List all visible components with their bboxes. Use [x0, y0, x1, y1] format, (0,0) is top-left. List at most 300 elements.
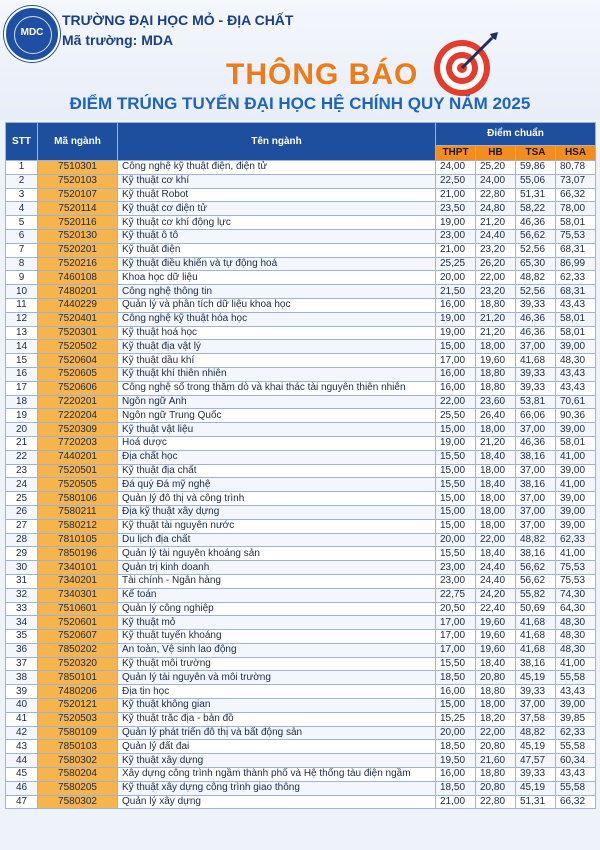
cell-hsa: 55,58: [556, 671, 596, 685]
cell-hsa: 39,00: [556, 340, 596, 354]
cell-major-code: 7520607: [38, 630, 118, 644]
cell-hb: 18,80: [476, 685, 516, 699]
cell-thpt: 18,50: [436, 671, 476, 685]
cell-major-code: 7520103: [38, 174, 118, 188]
cell-thpt: 19,00: [436, 312, 476, 326]
admission-scores-table: [5, 122, 596, 809]
logo-text: MDC: [20, 27, 44, 38]
cell-hsa: 39,00: [556, 505, 596, 519]
table-row: [6, 161, 596, 175]
cell-hb: 18,00: [476, 464, 516, 478]
cell-major-name: Kỹ thuật ô tô: [118, 229, 436, 243]
table-row: [6, 243, 596, 257]
cell-thpt: 18,50: [436, 740, 476, 754]
cell-major-code: 7480206: [38, 685, 118, 699]
cell-hb: 25,20: [476, 161, 516, 175]
cell-thpt: 15,50: [436, 450, 476, 464]
table-row: [6, 505, 596, 519]
cell-major-name: Công nghệ số trong thăm dò và khai thác tài nguyên thiên nhiên: [118, 381, 436, 395]
cell-hsa: 41,00: [556, 547, 596, 561]
table-row: [6, 326, 596, 340]
table-row: [6, 630, 596, 644]
table-row: [6, 533, 596, 547]
cell-thpt: 16,00: [436, 685, 476, 699]
cell-major-name: Quản trị kinh doanh: [118, 561, 436, 575]
cell-hsa: 43,43: [556, 685, 596, 699]
cell-major-name: An toàn, Vệ sinh lao động: [118, 643, 436, 657]
cell-thpt: 20,00: [436, 271, 476, 285]
cell-hb: 22,80: [476, 795, 516, 809]
cell-major-code: 7580302: [38, 754, 118, 768]
table-row: [6, 574, 596, 588]
cell-hb: 23,20: [476, 285, 516, 299]
university-logo: [4, 6, 60, 62]
cell-hb: 22,40: [476, 602, 516, 616]
cell-stt: 37: [6, 657, 38, 671]
table-row: [6, 202, 596, 216]
cell-major-name: Kỹ thuật dầu khí: [118, 354, 436, 368]
cell-major-code: 7460108: [38, 271, 118, 285]
cell-stt: 17: [6, 381, 38, 395]
cell-hb: 19,60: [476, 616, 516, 630]
cell-thpt: 15,50: [436, 478, 476, 492]
table-row: [6, 436, 596, 450]
table-row: [6, 657, 596, 671]
cell-stt: 46: [6, 781, 38, 795]
cell-thpt: 20,00: [436, 726, 476, 740]
cell-thpt: 16,00: [436, 768, 476, 782]
table-row: [6, 381, 596, 395]
cell-major-name: Địa tin học: [118, 685, 436, 699]
cell-major-code: 7520114: [38, 202, 118, 216]
cell-hb: 22,00: [476, 271, 516, 285]
table-row: [6, 312, 596, 326]
cell-major-code: 7520216: [38, 257, 118, 271]
cell-hsa: 64,30: [556, 602, 596, 616]
cell-tsa: 37,00: [516, 340, 556, 354]
cell-tsa: 39,33: [516, 685, 556, 699]
cell-major-name: Kỹ thuật cơ khí: [118, 174, 436, 188]
cell-hb: 26,20: [476, 257, 516, 271]
cell-major-name: Kỹ thuật cơ điện tử: [118, 202, 436, 216]
cell-stt: 38: [6, 671, 38, 685]
table-row: [6, 547, 596, 561]
cell-major-code: 7580204: [38, 768, 118, 782]
table-row: [6, 174, 596, 188]
cell-major-code: 7850202: [38, 643, 118, 657]
cell-stt: 1: [6, 161, 38, 175]
cell-stt: 15: [6, 354, 38, 368]
cell-major-code: 7520604: [38, 354, 118, 368]
cell-hsa: 43,43: [556, 298, 596, 312]
table-row: [6, 754, 596, 768]
cell-stt: 40: [6, 699, 38, 713]
cell-thpt: 15,25: [436, 712, 476, 726]
cell-hsa: 58,01: [556, 436, 596, 450]
cell-hsa: 43,43: [556, 381, 596, 395]
cell-hb: 18,20: [476, 712, 516, 726]
cell-thpt: 20,00: [436, 533, 476, 547]
cell-major-name: Địa chất học: [118, 450, 436, 464]
cell-tsa: 46,36: [516, 436, 556, 450]
cell-major-code: 7720203: [38, 436, 118, 450]
table-row: [6, 712, 596, 726]
cell-major-code: 7520320: [38, 657, 118, 671]
cell-stt: 47: [6, 795, 38, 809]
cell-major-name: Quản lý xây dựng: [118, 795, 436, 809]
cell-hsa: 39,00: [556, 519, 596, 533]
cell-hsa: 68,31: [556, 243, 596, 257]
column-header-tsa: TSA: [516, 146, 556, 161]
cell-thpt: 21,00: [436, 243, 476, 257]
cell-thpt: 21,00: [436, 795, 476, 809]
table-row: [6, 257, 596, 271]
cell-major-name: Ngôn ngữ Trung Quốc: [118, 409, 436, 423]
cell-stt: 42: [6, 726, 38, 740]
cell-hsa: 39,85: [556, 712, 596, 726]
cell-hsa: 66,32: [556, 795, 596, 809]
cell-tsa: 37,58: [516, 712, 556, 726]
cell-major-code: 7520107: [38, 188, 118, 202]
cell-major-code: 7580211: [38, 505, 118, 519]
cell-hb: 22,80: [476, 188, 516, 202]
cell-hsa: 58,01: [556, 216, 596, 230]
cell-major-code: 7510301: [38, 161, 118, 175]
cell-hb: 18,80: [476, 298, 516, 312]
cell-tsa: 58,22: [516, 202, 556, 216]
cell-major-code: 7340301: [38, 588, 118, 602]
cell-hsa: 70,61: [556, 395, 596, 409]
cell-major-code: 7520502: [38, 340, 118, 354]
cell-hb: 22,00: [476, 726, 516, 740]
table-row: [6, 298, 596, 312]
cell-stt: 20: [6, 423, 38, 437]
cell-hb: 18,00: [476, 519, 516, 533]
cell-major-code: 7520121: [38, 699, 118, 713]
table-row: [6, 271, 596, 285]
table-row: [6, 216, 596, 230]
cell-major-code: 7440229: [38, 298, 118, 312]
cell-hsa: 48,30: [556, 354, 596, 368]
cell-thpt: 25,25: [436, 257, 476, 271]
cell-stt: 14: [6, 340, 38, 354]
cell-tsa: 66,06: [516, 409, 556, 423]
table-row: [6, 492, 596, 506]
cell-hb: 21,60: [476, 754, 516, 768]
table-row: [6, 423, 596, 437]
table-row: [6, 588, 596, 602]
notice-title: THÔNG BÁO: [226, 58, 419, 91]
cell-thpt: 17,00: [436, 354, 476, 368]
cell-hb: 18,80: [476, 768, 516, 782]
column-header-thpt: THPT: [436, 146, 476, 161]
table-row: [6, 699, 596, 713]
cell-stt: 9: [6, 271, 38, 285]
cell-stt: 32: [6, 588, 38, 602]
table-row: [6, 478, 596, 492]
table-row: [6, 450, 596, 464]
cell-tsa: 51,31: [516, 188, 556, 202]
cell-major-name: Địa kỹ thuật xây dựng: [118, 505, 436, 519]
cell-major-code: 7520130: [38, 229, 118, 243]
cell-thpt: 16,00: [436, 381, 476, 395]
cell-tsa: 38,16: [516, 547, 556, 561]
cell-stt: 26: [6, 505, 38, 519]
cell-major-name: Tài chính - Ngân hàng: [118, 574, 436, 588]
column-header-name: Tên ngành: [118, 123, 436, 161]
cell-tsa: 39,33: [516, 298, 556, 312]
cell-major-name: Kỹ thuật mỏ: [118, 616, 436, 630]
cell-major-code: 7440201: [38, 450, 118, 464]
cell-hb: 18,40: [476, 657, 516, 671]
table-row: [6, 367, 596, 381]
cell-tsa: 48,82: [516, 271, 556, 285]
column-header-stt: STT: [6, 123, 38, 161]
cell-hsa: 41,00: [556, 478, 596, 492]
cell-tsa: 48,82: [516, 726, 556, 740]
cell-thpt: 22,75: [436, 588, 476, 602]
cell-stt: 36: [6, 643, 38, 657]
cell-major-name: Kỹ thuật vật liệu: [118, 423, 436, 437]
cell-hb: 18,00: [476, 340, 516, 354]
cell-major-code: 7520505: [38, 478, 118, 492]
cell-hsa: 43,43: [556, 768, 596, 782]
cell-thpt: 19,00: [436, 326, 476, 340]
cell-tsa: 47,57: [516, 754, 556, 768]
cell-tsa: 38,16: [516, 657, 556, 671]
cell-major-name: Kỹ thuật Robot: [118, 188, 436, 202]
cell-hb: 24,40: [476, 574, 516, 588]
cell-major-name: Công nghệ kỹ thuật điện, điện tử: [118, 161, 436, 175]
cell-thpt: 15,50: [436, 547, 476, 561]
cell-hsa: 58,01: [556, 312, 596, 326]
cell-tsa: 48,82: [516, 533, 556, 547]
cell-tsa: 52,56: [516, 285, 556, 299]
cell-hsa: 66,32: [556, 188, 596, 202]
cell-tsa: 37,00: [516, 519, 556, 533]
cell-thpt: 15,00: [436, 492, 476, 506]
column-header-code: Mã ngành: [38, 123, 118, 161]
cell-stt: 25: [6, 492, 38, 506]
cell-tsa: 37,00: [516, 699, 556, 713]
cell-major-code: 7520401: [38, 312, 118, 326]
cell-stt: 39: [6, 685, 38, 699]
cell-tsa: 37,00: [516, 423, 556, 437]
cell-hsa: 41,00: [556, 450, 596, 464]
cell-stt: 28: [6, 533, 38, 547]
table-row: [6, 561, 596, 575]
cell-thpt: 19,50: [436, 754, 476, 768]
cell-stt: 45: [6, 768, 38, 782]
cell-hb: 18,00: [476, 423, 516, 437]
cell-major-code: 7520309: [38, 423, 118, 437]
cell-tsa: 41,68: [516, 643, 556, 657]
cell-tsa: 45,19: [516, 781, 556, 795]
cell-major-code: 7520116: [38, 216, 118, 230]
cell-tsa: 51,31: [516, 795, 556, 809]
cell-stt: 12: [6, 312, 38, 326]
cell-thpt: 16,00: [436, 298, 476, 312]
page-headline: ĐIỂM TRÚNG TUYỂN ĐẠI HỌC HỆ CHÍNH QUY NĂM 2025: [69, 94, 531, 113]
cell-major-name: Quản lý tài nguyên khoáng sản: [118, 547, 436, 561]
cell-major-name: Kỹ thuật hoá học: [118, 326, 436, 340]
cell-major-code: 7520301: [38, 326, 118, 340]
cell-hb: 20,80: [476, 781, 516, 795]
cell-major-code: 7340101: [38, 561, 118, 575]
cell-stt: 24: [6, 478, 38, 492]
table-row: [6, 740, 596, 754]
cell-hsa: 39,00: [556, 464, 596, 478]
cell-major-code: 7580109: [38, 726, 118, 740]
cell-major-name: Kỹ thuật tuyển khoáng: [118, 630, 436, 644]
cell-tsa: 55,06: [516, 174, 556, 188]
cell-major-name: Công nghệ thông tin: [118, 285, 436, 299]
cell-major-name: Kế toán: [118, 588, 436, 602]
cell-hb: 18,40: [476, 547, 516, 561]
cell-major-code: 7520605: [38, 367, 118, 381]
target-icon: [430, 30, 500, 100]
cell-stt: 4: [6, 202, 38, 216]
column-header-hsa: HSA: [556, 146, 596, 161]
cell-major-name: Ngôn ngữ Anh: [118, 395, 436, 409]
table-row: [6, 188, 596, 202]
cell-major-code: 7220201: [38, 395, 118, 409]
cell-major-name: Kỹ thuật xây dựng công trình giao thông: [118, 781, 436, 795]
cell-stt: 44: [6, 754, 38, 768]
cell-tsa: 37,00: [516, 464, 556, 478]
cell-stt: 19: [6, 409, 38, 423]
cell-major-code: 7850103: [38, 740, 118, 754]
cell-hb: 23,20: [476, 243, 516, 257]
cell-hsa: 68,31: [556, 285, 596, 299]
cell-thpt: 22,50: [436, 174, 476, 188]
cell-major-code: 7520606: [38, 381, 118, 395]
cell-tsa: 39,33: [516, 367, 556, 381]
cell-major-code: 7220204: [38, 409, 118, 423]
cell-hb: 20,80: [476, 740, 516, 754]
cell-stt: 7: [6, 243, 38, 257]
cell-stt: 33: [6, 602, 38, 616]
cell-stt: 5: [6, 216, 38, 230]
cell-hb: 20,80: [476, 671, 516, 685]
cell-hsa: 74,30: [556, 588, 596, 602]
cell-thpt: 25,50: [436, 409, 476, 423]
cell-major-code: 7580212: [38, 519, 118, 533]
cell-stt: 23: [6, 464, 38, 478]
cell-thpt: 21,50: [436, 285, 476, 299]
cell-tsa: 45,19: [516, 740, 556, 754]
cell-stt: 11: [6, 298, 38, 312]
cell-thpt: 17,00: [436, 643, 476, 657]
cell-stt: 43: [6, 740, 38, 754]
cell-hsa: 41,00: [556, 657, 596, 671]
cell-hb: 18,80: [476, 381, 516, 395]
cell-major-name: Kỹ thuật tài nguyên nước: [118, 519, 436, 533]
cell-major-code: 7810105: [38, 533, 118, 547]
cell-hb: 18,00: [476, 505, 516, 519]
cell-hb: 18,40: [476, 450, 516, 464]
cell-hsa: 55,58: [556, 781, 596, 795]
cell-major-name: Kỹ thuật xây dựng: [118, 754, 436, 768]
cell-major-code: 7520501: [38, 464, 118, 478]
cell-hb: 19,60: [476, 354, 516, 368]
cell-thpt: 15,00: [436, 505, 476, 519]
cell-major-name: Quản lý phát triển đô thị và bất động sản: [118, 726, 436, 740]
cell-thpt: 15,00: [436, 340, 476, 354]
cell-hsa: 90,36: [556, 409, 596, 423]
cell-thpt: 20,50: [436, 602, 476, 616]
table-row: [6, 616, 596, 630]
cell-stt: 27: [6, 519, 38, 533]
cell-major-name: Du lịch địa chất: [118, 533, 436, 547]
cell-major-name: Quản lý tài nguyên và môi trường: [118, 671, 436, 685]
cell-thpt: 17,00: [436, 630, 476, 644]
cell-major-name: Quản lý đô thị và công trình: [118, 492, 436, 506]
cell-major-name: Kỹ thuật khí thiên nhiên: [118, 367, 436, 381]
cell-tsa: 53,81: [516, 395, 556, 409]
cell-major-name: Kỹ thuật điện: [118, 243, 436, 257]
cell-hsa: 75,53: [556, 574, 596, 588]
cell-tsa: 38,16: [516, 450, 556, 464]
cell-thpt: 23,00: [436, 561, 476, 575]
cell-hsa: 39,00: [556, 699, 596, 713]
cell-tsa: 50,69: [516, 602, 556, 616]
cell-stt: 30: [6, 561, 38, 575]
cell-thpt: 23,00: [436, 229, 476, 243]
cell-hsa: 62,33: [556, 271, 596, 285]
cell-major-code: 7580106: [38, 492, 118, 506]
cell-stt: 35: [6, 630, 38, 644]
cell-stt: 8: [6, 257, 38, 271]
cell-thpt: 19,00: [436, 436, 476, 450]
table-row: [6, 464, 596, 478]
cell-thpt: 17,00: [436, 616, 476, 630]
cell-hsa: 80,78: [556, 161, 596, 175]
cell-tsa: 37,00: [516, 492, 556, 506]
cell-major-code: 7340201: [38, 574, 118, 588]
cell-tsa: 56,62: [516, 574, 556, 588]
cell-hsa: 78,00: [556, 202, 596, 216]
cell-hb: 24,40: [476, 561, 516, 575]
cell-thpt: 21,00: [436, 188, 476, 202]
cell-hsa: 60,34: [556, 754, 596, 768]
cell-major-name: Kỹ thuật cơ khí động lực: [118, 216, 436, 230]
cell-hb: 19,60: [476, 630, 516, 644]
cell-major-code: 7520503: [38, 712, 118, 726]
cell-thpt: 23,00: [436, 574, 476, 588]
cell-hsa: 48,30: [556, 630, 596, 644]
cell-hsa: 58,01: [556, 326, 596, 340]
cell-major-name: Công nghệ kỹ thuật hóa học: [118, 312, 436, 326]
cell-hb: 19,60: [476, 643, 516, 657]
page-header: [0, 0, 600, 120]
table-row: [6, 409, 596, 423]
table-row: [6, 354, 596, 368]
cell-tsa: 46,36: [516, 326, 556, 340]
cell-major-name: Kỹ thuật địa vật lý: [118, 340, 436, 354]
cell-hb: 21,20: [476, 312, 516, 326]
cell-major-code: 7520201: [38, 243, 118, 257]
cell-major-code: 7480201: [38, 285, 118, 299]
cell-major-name: Hoá dược: [118, 436, 436, 450]
cell-thpt: 15,50: [436, 657, 476, 671]
cell-major-name: Kỹ thuật điều khiển và tự động hoá: [118, 257, 436, 271]
cell-thpt: 15,00: [436, 699, 476, 713]
cell-thpt: 15,00: [436, 464, 476, 478]
table-row: [6, 685, 596, 699]
cell-thpt: 24,00: [436, 161, 476, 175]
school-name: TRƯỜNG ĐẠI HỌC MỎ - ĐỊA CHẤT: [62, 12, 294, 28]
